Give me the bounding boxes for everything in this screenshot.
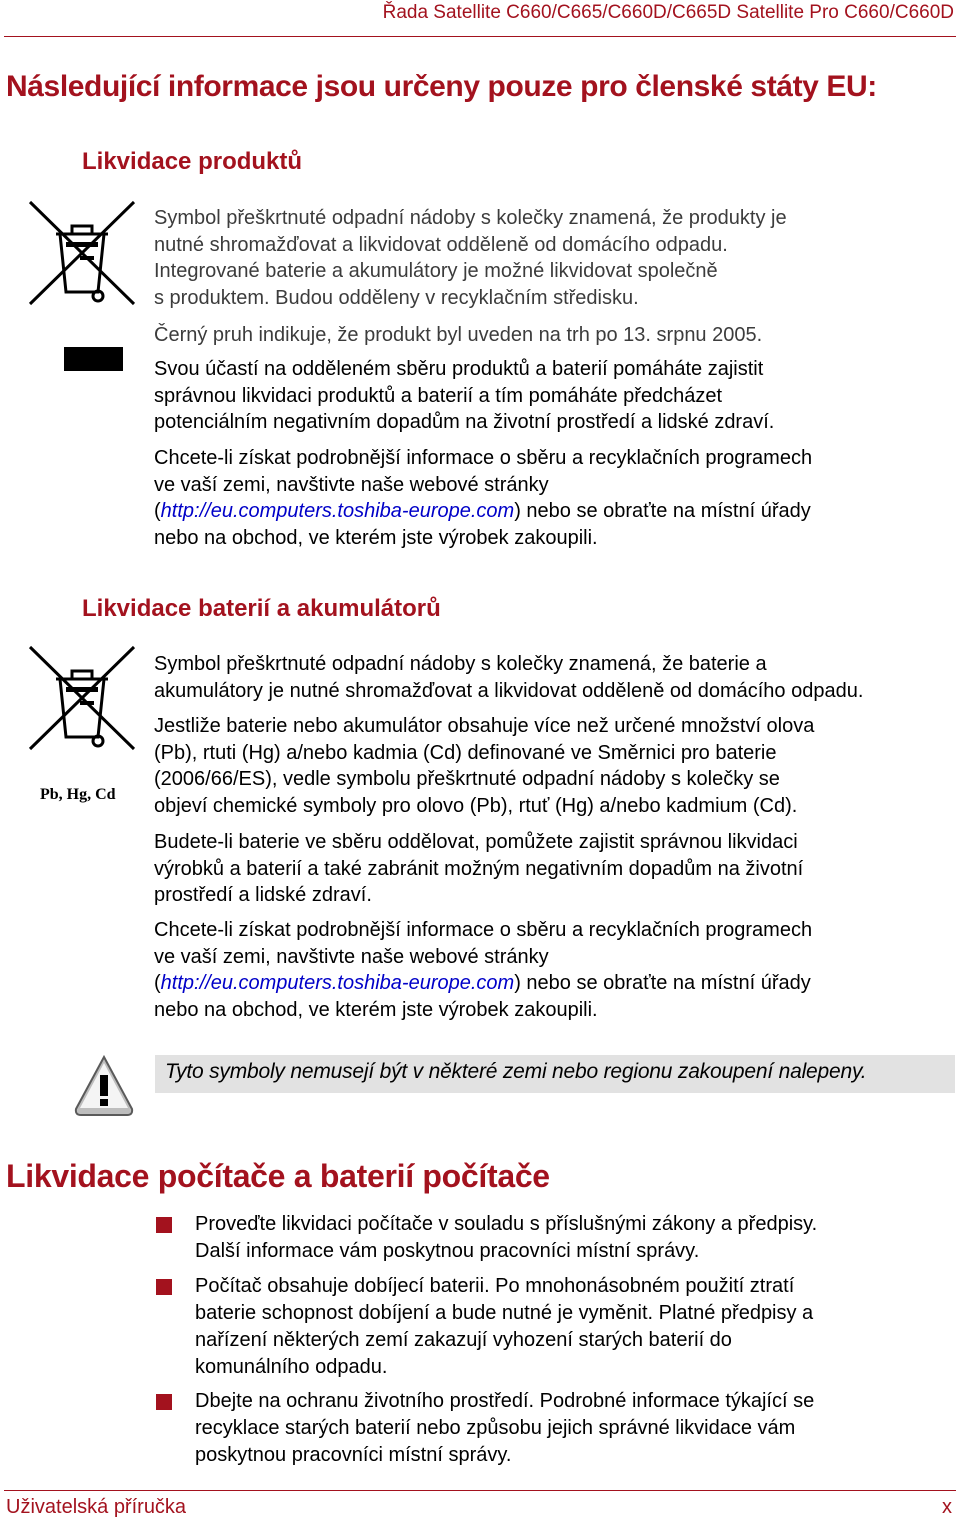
footer-title: Uživatelská příručka xyxy=(6,1496,187,1518)
crossed-bin-battery-icon xyxy=(26,643,138,753)
page-number: x xyxy=(942,1496,952,1518)
batteries-link-line: (http://eu.computers.toshiba-europe.com) nebo se obraťte na místní úřady xyxy=(154,972,811,995)
batteries-sort-text xyxy=(154,829,958,909)
batteries-symbol-line-2: akumulátory je nutné shromažďovat a likvidovat odděleně od domácího odpadu. xyxy=(154,679,864,702)
bullet-3-line-1: Dbejte na ochranu životního prostředí. Podrobné informace týkající se xyxy=(195,1390,815,1412)
batteries-sort-line-2: výrobků a baterií a také zabránit možným negativním dopadům na životní xyxy=(154,857,804,880)
products-info-line-2: ve vaší zemi, navštivte naše webové stránky xyxy=(154,473,549,496)
crossed-bin-icon xyxy=(26,198,138,308)
header-rule xyxy=(4,36,956,37)
bullet-item-1 xyxy=(195,1211,817,1265)
products-symbol-text xyxy=(154,205,958,311)
bullet-square xyxy=(156,1394,172,1410)
batteries-info-line-1: Chcete-li získat podrobnější informace o sběru a recyklačních programech xyxy=(154,919,813,941)
products-info-line-1: Chcete-li získat podrobnější informace o sběru a recyklačních programech xyxy=(154,447,813,469)
products-info-text xyxy=(154,445,958,551)
batteries-chem-line-4: objeví chemické symboly pro olovo (Pb), rtuť (Hg) a/nebo kadmium (Cd). xyxy=(154,794,798,817)
batteries-symbol-line-1: Symbol přeškrtnuté odpadní nádoby s kolečky znamená, že baterie a xyxy=(154,653,767,675)
chemical-symbols-label: Pb, Hg, Cd xyxy=(40,786,116,803)
products-collection-text xyxy=(154,356,958,436)
bullet-square xyxy=(156,1279,172,1295)
bullet-1-line-2: Další informace vám poskytnou pracovníci místní správy. xyxy=(195,1240,700,1262)
batteries-chem-line-3: (2006/66/ES), vedle symbolu přeškrtnuté odpadní nádoby s kolečky se xyxy=(154,768,780,791)
bullet-1-line-1: Proveďte likvidaci počítače v souladu s příslušnými zákony a předpisy. xyxy=(195,1213,818,1235)
bullet-square xyxy=(156,1217,172,1233)
black-bar-mark xyxy=(64,347,123,371)
bullet-item-3 xyxy=(195,1388,814,1469)
note-text: Tyto symboly nemusejí být v některé zemi nebo regionu zakoupení nalepeny. xyxy=(165,1060,867,1083)
collection-line-3: potenciálním negativním dopadům na životní prostředí a lidské zdraví. xyxy=(154,411,775,434)
running-header: Řada Satellite C660/C665/C660D/C665D Satellite Pro C660/C660D xyxy=(382,2,954,23)
batteries-info-text xyxy=(154,917,958,1023)
batteries-chem-text xyxy=(154,713,958,819)
batteries-sort-line-1: Budete-li baterie ve sběru oddělovat, pomůžete zajistit správnou likvidaci xyxy=(154,831,798,853)
bullet-2-line-2: baterie schopnost dobíjení a bude nutné je vyměnit. Platné předpisy a xyxy=(195,1302,814,1324)
products-heading: Likvidace produktů xyxy=(82,148,303,175)
note-box xyxy=(155,1055,955,1093)
collection-line-2: správnou likvidaci produktů a baterií a tím pomáháte předcházet xyxy=(154,384,723,407)
batteries-sort-line-3: prostředí a lidské zdraví. xyxy=(154,884,372,907)
batteries-heading: Likvidace baterií a akumulátorů xyxy=(82,595,441,622)
bullet-item-2 xyxy=(195,1273,813,1381)
products-line-3: Integrované baterie a akumulátory je možné likvidovat společně xyxy=(154,260,718,283)
footer-rule xyxy=(4,1490,956,1491)
bullet-2-line-4: komunálního odpadu. xyxy=(195,1356,388,1378)
bullet-2-line-3: nařízení některých zemí zakazují vyhození starých baterií do xyxy=(195,1329,732,1351)
bullet-3-line-3: poskytnou pracovníci místní správy. xyxy=(195,1444,512,1466)
batteries-chem-line-1: Jestliže baterie nebo akumulátor obsahuje více než určené množství olova xyxy=(154,715,815,737)
warning-icon xyxy=(73,1053,135,1121)
products-info-line-4: nebo na obchod, ve kterém jste výrobek zakoupili. xyxy=(154,526,598,549)
batteries-chem-line-2: (Pb), rtuti (Hg) a/nebo kadmia (Cd) definované ve Směrnici pro baterie xyxy=(154,741,777,764)
bullet-3-line-2: recyklace starých baterií nebo způsobu jejich správné likvidace vám xyxy=(195,1417,796,1439)
products-line-2: nutné shromažďovat a likvidovat odděleně od domácího odpadu. xyxy=(154,233,728,256)
batteries-info-line-2: ve vaší zemi, navštivte naše webové stránky xyxy=(154,945,549,968)
bullet-2-line-1: Počítač obsahuje dobíjecí baterii. Po mnohonásobném použití ztratí xyxy=(195,1275,795,1297)
products-link-line: (http://eu.computers.toshiba-europe.com) nebo se obraťte na místní úřady xyxy=(154,500,811,523)
page-title: Následující informace jsou určeny pouze pro členské státy EU: xyxy=(6,70,877,103)
computer-disposal-heading: Likvidace počítače a baterií počítače xyxy=(6,1158,550,1194)
toshiba-link[interactable]: http://eu.computers.toshiba-europe.com xyxy=(160,500,515,523)
products-bar-line: Černý pruh indikuje, že produkt byl uveden na trh po 13. srpnu 2005. xyxy=(154,324,763,346)
products-line-4: s produktem. Budou odděleny v recyklačním středisku. xyxy=(154,286,639,309)
toshiba-link-2[interactable]: http://eu.computers.toshiba-europe.com xyxy=(160,972,515,995)
collection-line-1: Svou účastí na odděleném sběru produktů a baterií pomáháte zajistit xyxy=(154,358,764,380)
batteries-info-line-4: nebo na obchod, ve kterém jste výrobek zakoupili. xyxy=(154,998,598,1021)
products-line-1: Symbol přeškrtnuté odpadní nádoby s kolečky znamená, že produkty je xyxy=(154,207,787,229)
batteries-symbol-text xyxy=(154,651,958,704)
